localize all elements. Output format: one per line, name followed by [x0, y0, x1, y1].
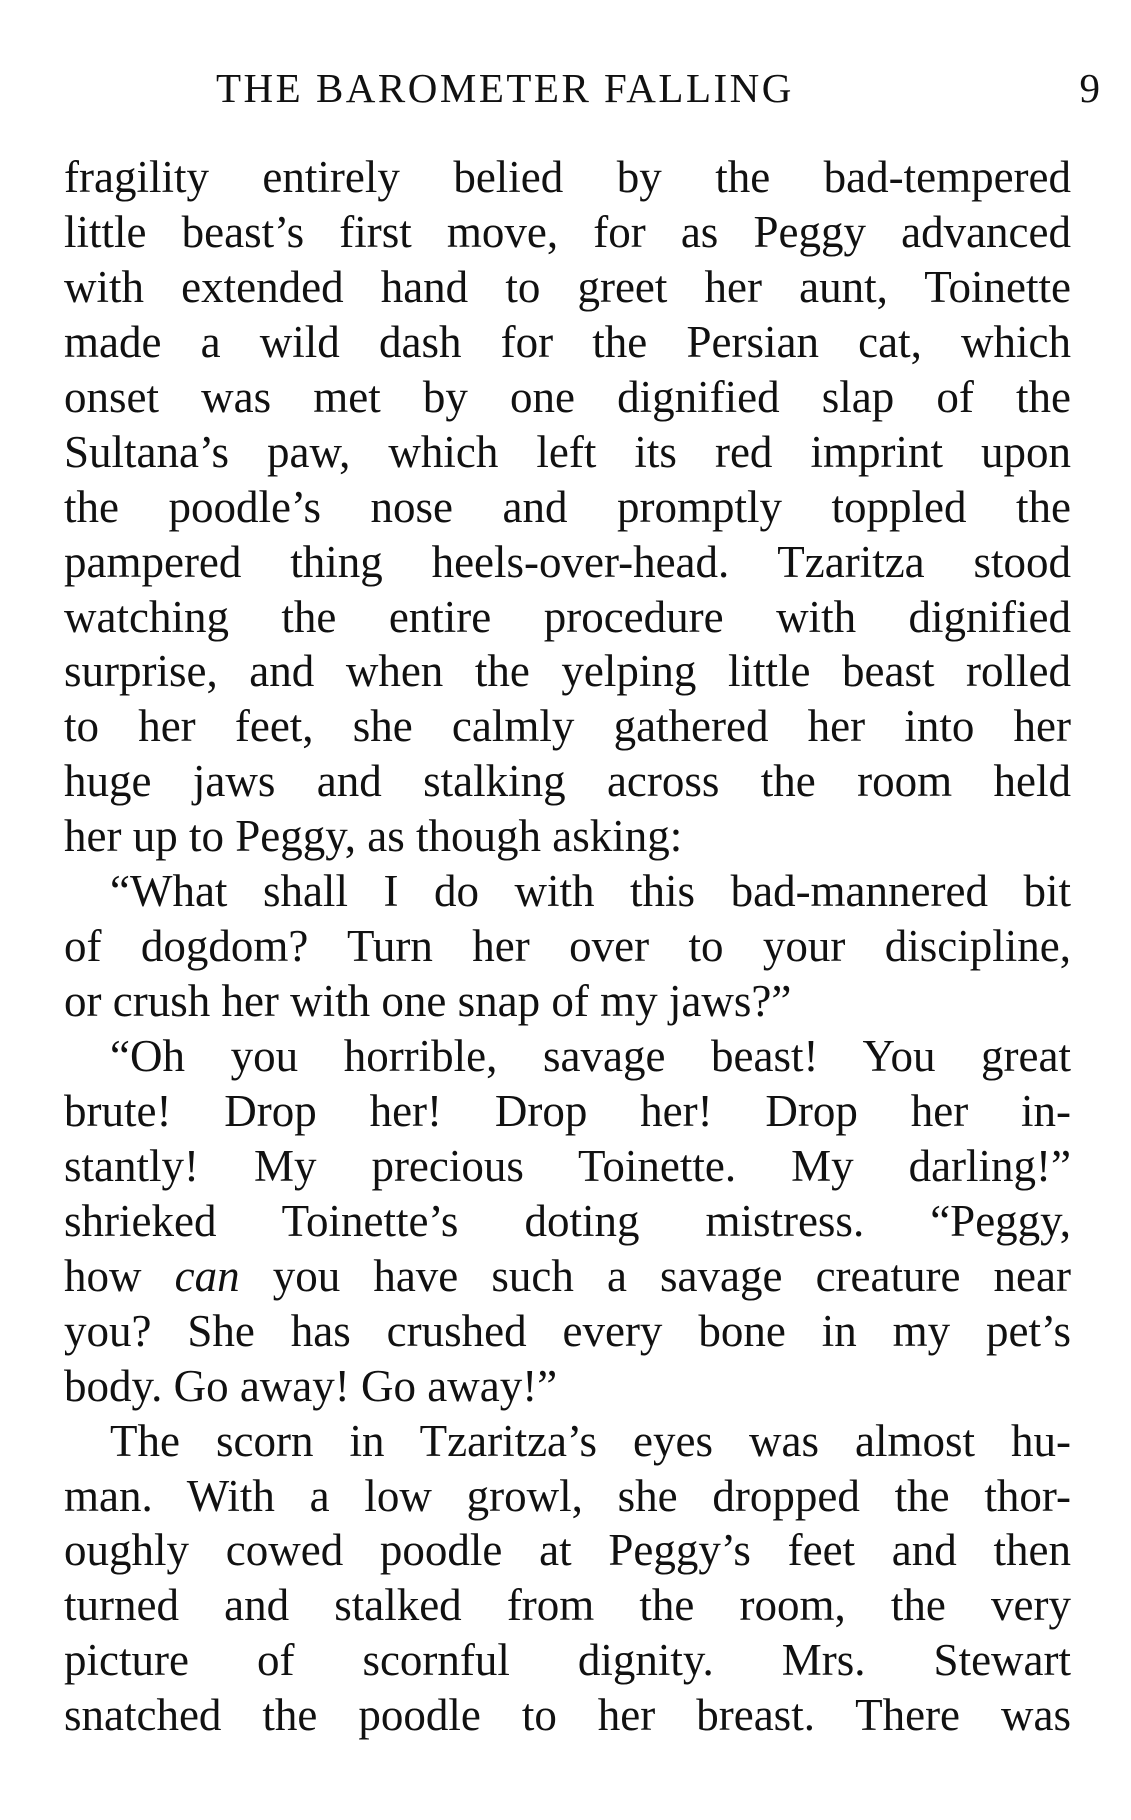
text-line: pampered thing heels-over-head. Tzaritza stood — [64, 536, 1071, 587]
text-line: turned and stalked from the room, the very — [64, 1580, 1071, 1631]
text-line: stantly! My precious Toinette. My darling!” — [64, 1140, 1071, 1191]
italic-emphasis: can — [174, 1250, 240, 1301]
text-line: onset was met by one dignified slap of the — [64, 371, 1071, 422]
running-head — [0, 58, 1131, 118]
text-line: made a wild dash for the Persian cat, which — [64, 316, 1071, 367]
text-line: surprise, and when the yelping little beast rolled — [64, 646, 1071, 697]
text-line: picture of scornful dignity. Mrs. Stewart — [64, 1635, 1071, 1686]
text-line: fragility entirely belied by the bad-tempered — [64, 152, 1071, 202]
page-number: 9 — [1079, 65, 1100, 111]
text-line: the poodle’s nose and promptly toppled the — [64, 481, 1071, 532]
running-title: THE BAROMETER FALLING — [216, 65, 794, 111]
text-line: of dogdom? Turn her over to your discipline, — [64, 921, 1071, 972]
text-line: little beast’s first move, for as Peggy advanced — [64, 206, 1071, 257]
text-segment: how — [64, 1250, 175, 1301]
text-line: with extended hand to greet her aunt, Toinette — [64, 261, 1071, 312]
text-line: her up to Peggy, as though asking: — [64, 811, 683, 862]
text-line: brute! Drop her! Drop her! Drop her in- — [64, 1085, 1071, 1136]
text-line: The scorn in Tzaritza’s eyes was almost hu- — [110, 1415, 1071, 1466]
text-line: or crush her with one snap of my jaws?” — [64, 976, 792, 1027]
text-line: shrieked Toinette’s doting mistress. “Peggy, — [64, 1195, 1071, 1246]
text-line: “Oh you horrible, savage beast! You great — [110, 1031, 1071, 1081]
text-line: huge jaws and stalking across the room held — [64, 756, 1071, 807]
body-text — [64, 150, 1071, 1743]
text-line: snatched the poodle to her breast. There was — [64, 1690, 1071, 1741]
text-line: you? She has crushed every bone in my pet’s — [64, 1305, 1071, 1356]
text-line: watching the entire procedure with dignified — [64, 591, 1071, 642]
text-line: “What shall I do with this bad-mannered bit — [110, 866, 1071, 917]
text-line: man. With a low growl, she dropped the thor- — [64, 1470, 1071, 1521]
text-line: oughly cowed poodle at Peggy’s feet and then — [64, 1525, 1071, 1576]
text-segment: you have such a savage creature near — [239, 1250, 1071, 1301]
text-line: Sultana’s paw, which left its red imprint upon — [64, 426, 1071, 477]
text-line: to her feet, she calmly gathered her into her — [64, 701, 1071, 752]
text-line: body. Go away! Go away!” — [64, 1360, 558, 1411]
text-line-with-italic — [64, 1249, 1071, 1304]
